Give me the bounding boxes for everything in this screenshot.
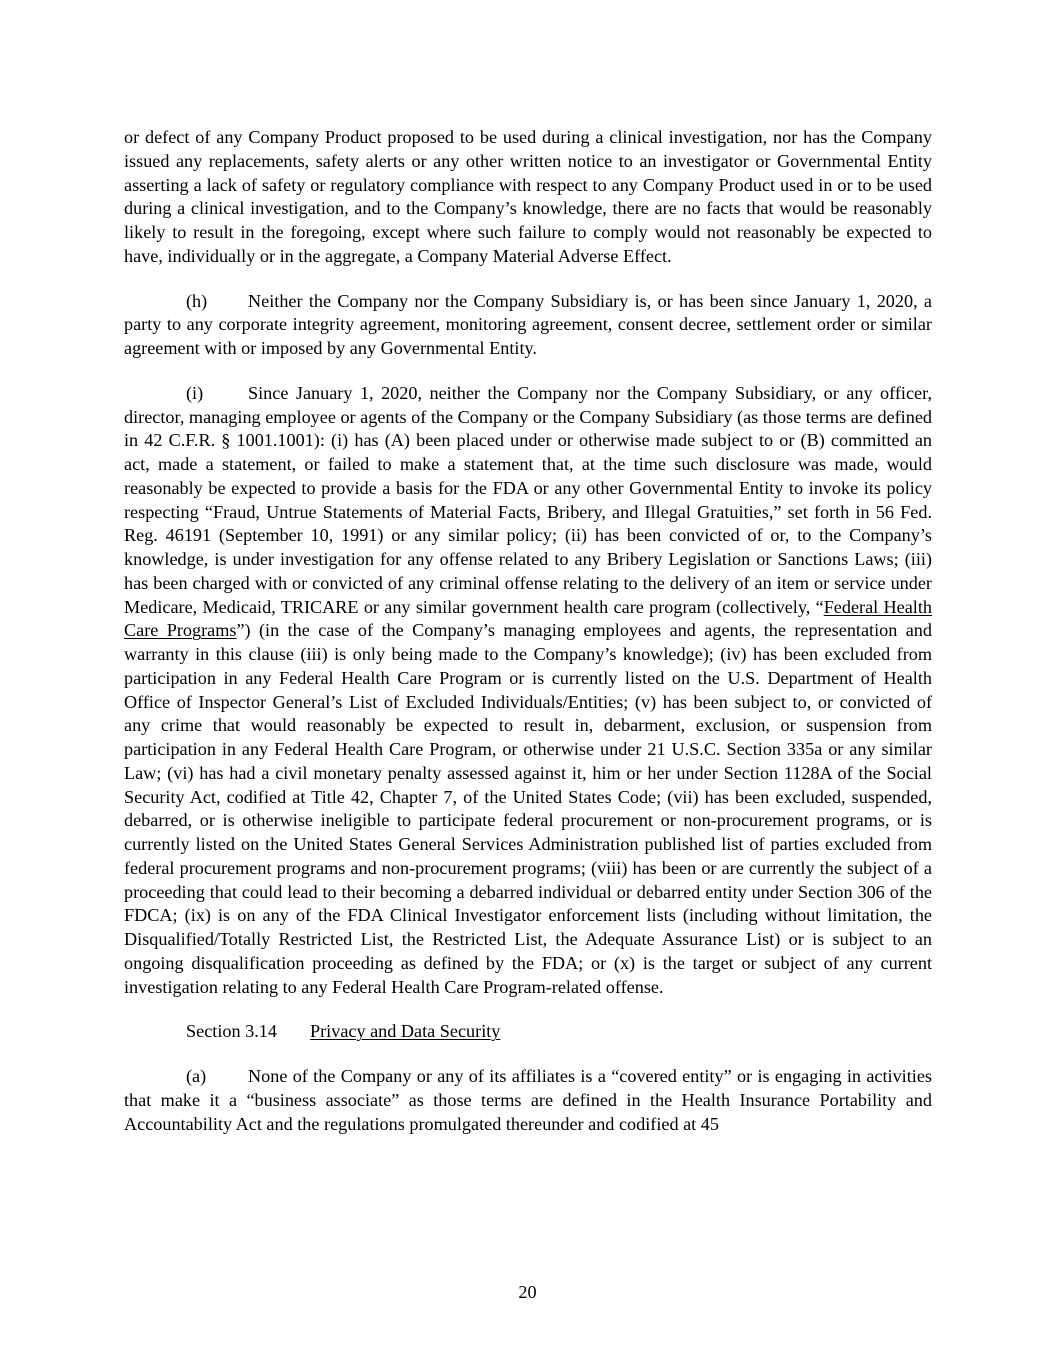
paragraph-h-label: (h) (186, 290, 208, 311)
paragraph-i (124, 382, 932, 1000)
section-number: Section 3.14 (186, 1021, 277, 1042)
paragraph-i-text-before: Since January 1, 2020, neither the Company nor the Company Subsidiary, or any officer, director, managing employee or agents of the Company or the Company Subsidiary (as those terms are defined in 42 C.F.R. § 1001.1001): (i) has (A) been placed under or otherwise made subject to or (B) committed an act, made a statement, or failed to make a statement that, at the time such disclosure was made, would reasonably be expected to provide a basis for the FDA or any other Governmental Entity to invoke its policy respecting “Fraud, Untrue Statements of Material Facts, Bribery, and Illegal Gratuities,” set forth in 56 Fed. Reg. 46191 (September 10, 1991) or any similar policy; (ii) has been convicted of or, to the Company’s knowledge, is under investigation for any offense related to any Bribery Legislation or Sanctions Laws; (iii) has been charged with or convicted of any criminal offense relating to the delivery of an item or service under Medicare, Medicaid, TRICARE or any similar government health care program (collectively, “ (124, 382, 932, 617)
paragraph-a-label: (a) (186, 1066, 207, 1086)
paragraph-a-text: None of the Company or any of its affiliates is a “covered entity” or is engaging in activities that make it a “business associate” as those terms are defined in the Health Insurance Portability and Accountability Act and the regulations promulgated thereunder and codified at 45 (124, 1066, 932, 1134)
page-number: 20 (518, 1282, 537, 1302)
paragraph-i-text-after: ”) (in the case of the Company’s managing employees and agents, the representation and warranty in this clause (iii) is only being made to the Company’s knowledge); (iv) has been excluded from participation in any Federal Health Care Program or is currently listed on the U.S. Department of Health Office of Inspector General’s List of Excluded Individuals/Entities; (v) has been subject to, or convicted of any crime that would reasonably be expected to result in, debarment, exclusion, or suspension from participation in any Federal Health Care Program, or otherwise under 21 U.S.C. Section 335a or any similar Law; (vi) has had a civil monetary penalty assessed against it, him or her under Section 1128A of the Social Security Act, codified at Title 42, Chapter 7, of the United States Code; (vii) has been excluded, suspended, debarred, or is otherwise ineligible to participate federal procurement or non-procurement programs, or is currently listed on the United States General Services Administration published list of parties excluded from federal procurement programs and non-procurement programs; (viii) has been or are currently the subject of a proceeding that could lead to their becoming a debarred individual or debarred entity under Section 306 of the FDCA; (ix) is on any of the FDA Clinical Investigator enforcement lists (including without limitation, the Disqualified/Totally Restricted List, the Restricted List, the Adequate Assurance List) or is subject to an ongoing disqualification proceeding as defined by the FDA; or (x) is the target or subject of any current investigation relating to any Federal Health Care Program-related offense. (124, 620, 932, 997)
paragraph-h-text: Neither the Company nor the Company Subsidiary is, or has been since January 1, 2020, a party to any corporate integrity agreement, monitoring agreement, consent decree, settlement order or similar agreement with or imposed by any Governmental Entity. (124, 290, 932, 358)
document-page (124, 126, 932, 1136)
paragraph-h (124, 290, 932, 361)
defined-term-federal-health-care-programs: Federal Health Care Programs (124, 596, 933, 641)
section-heading (124, 1020, 932, 1044)
section-title: Privacy and Data Security (310, 1021, 501, 1042)
paragraph-i-label: (i) (186, 382, 204, 403)
paragraph-continuation: or defect of any Company Product proposed to be used during a clinical investigation, nor has the Company issued any replacements, safety alerts or any other written notice to an investigator or Governmental Entity asserting a lack of safety or regulatory compliance with respect to any Company Product used in or to be used during a clinical investigation, and to the Company’s knowledge, there are no facts that would be reasonably likely to result in the foregoing, except where such failure to comply would not reasonably be expected to have, individually or in the aggregate, a Company Material Adverse Effect. (124, 127, 932, 266)
paragraph-a (124, 1065, 932, 1136)
